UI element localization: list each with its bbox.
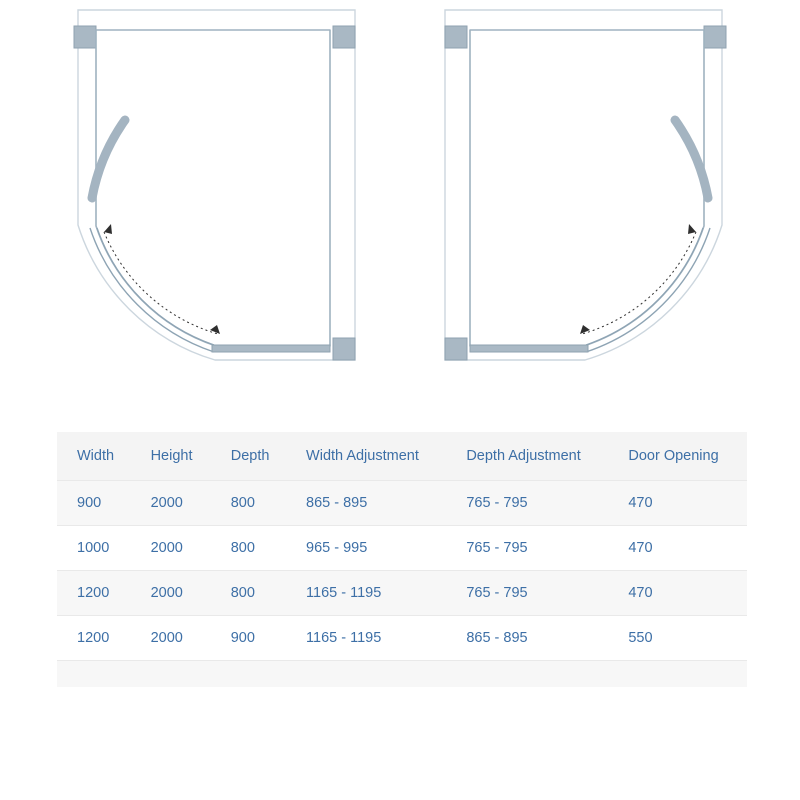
- left-bottom-right-profile: [333, 338, 355, 360]
- right-top-wall-profile: [704, 26, 726, 48]
- cell-width: 1200: [57, 571, 131, 616]
- right-fixed-panel-bottom: [470, 345, 588, 352]
- table-body: [57, 481, 747, 661]
- specification-table-container: [57, 432, 747, 687]
- cell-height: 2000: [131, 526, 211, 571]
- table-footer-strip: [57, 661, 747, 687]
- cell-door-opening: 470: [608, 481, 747, 526]
- specification-table: [57, 432, 747, 661]
- cell-width: 1000: [57, 526, 131, 571]
- column-header-depth: Depth: [230, 448, 270, 464]
- cell-depth-adjustment: 765 - 795: [446, 571, 608, 616]
- cell-width-adjustment: 865 - 895: [286, 481, 446, 526]
- left-top-wall-profile: [74, 26, 96, 48]
- column-header-width: Width: [77, 448, 115, 464]
- cell-width: 900: [57, 481, 131, 526]
- cell-depth: 800: [211, 526, 286, 571]
- cell-width-adjustment: 1165 - 1195: [286, 571, 446, 616]
- column-header-height: Height: [150, 448, 193, 464]
- table-row: [57, 481, 747, 526]
- cell-depth-adjustment: 765 - 795: [446, 481, 608, 526]
- left-fixed-panel-bottom: [212, 345, 330, 352]
- cell-depth: 900: [211, 616, 286, 661]
- cell-width-adjustment: 1165 - 1195: [286, 616, 446, 661]
- cell-door-opening: 470: [608, 526, 747, 571]
- table-header-row: [57, 432, 747, 481]
- right-bottom-left-profile: [445, 338, 467, 360]
- left-quadrant-diagram: [74, 10, 355, 360]
- cell-width-adjustment: 965 - 995: [286, 526, 446, 571]
- cell-depth-adjustment: 765 - 795: [446, 526, 608, 571]
- cell-width: 1200: [57, 616, 131, 661]
- cell-door-opening: 470: [608, 571, 747, 616]
- cell-height: 2000: [131, 481, 211, 526]
- column-header-door-opening: Door Opening: [628, 448, 719, 464]
- cell-depth: 800: [211, 571, 286, 616]
- cell-depth-adjustment: 865 - 895: [446, 616, 608, 661]
- left-top-right-wall-profile: [333, 26, 355, 48]
- table-head: [57, 432, 747, 481]
- cell-door-opening: 550: [608, 616, 747, 661]
- cell-height: 2000: [131, 571, 211, 616]
- cell-depth: 800: [211, 481, 286, 526]
- cell-height: 2000: [131, 616, 211, 661]
- column-header-depth-adjustment: Depth Adjustment: [466, 448, 581, 464]
- right-quadrant-diagram: [445, 10, 726, 360]
- table-row: [57, 616, 747, 661]
- table-row: [57, 526, 747, 571]
- table-row: [57, 571, 747, 616]
- right-top-left-wall-profile: [445, 26, 467, 48]
- column-header-width-adjustment: Width Adjustment: [306, 448, 419, 464]
